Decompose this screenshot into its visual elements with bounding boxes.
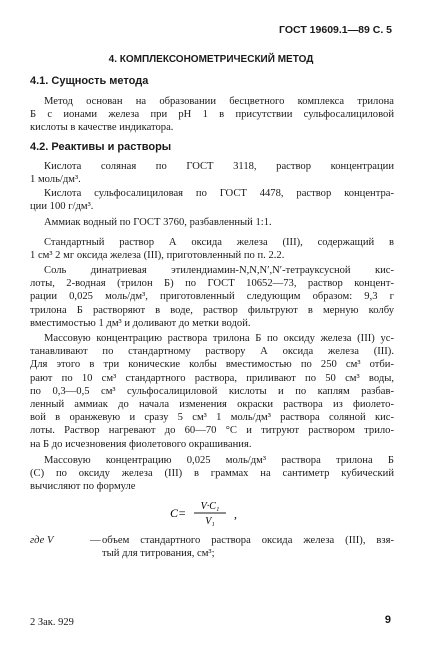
paragraph-mass-concentration-text: Массовую концентрацию 0,025 моль/дм³ раствора трилона Б (С) по оксиду железа (III) в граммах на сантиметр кубический вычисляют по формуле (30, 455, 394, 493)
paragraph-sulfosalicylic: Кислота сульфосалициловая по ГОСТ 4478, раствор концентра- ции 100 г/дм³. (30, 188, 394, 213)
page-number: 9 (384, 614, 391, 626)
section-title: 4. КОМПЛЕКСОНОМЕТРИЧЕСКИЙ МЕТОД (108, 54, 314, 65)
footer-order-number: 2 Зак. 929 (30, 617, 74, 628)
subsection-heading-4-1: 4.1. Сущность метода (30, 75, 149, 87)
paragraph-hcl: Кислота соляная по ГОСТ 3118, раствор концентрации 1 моль/дм³. (30, 161, 394, 186)
formula-denominator: V₁ (205, 516, 215, 527)
formula-numerator: V·C₁ (200, 501, 220, 512)
paragraph-standard-solution-a: Стандартный раствор А оксида железа (III), содержащий в 1 см³ 2 мг оксида железа (III), приготовленный по п. 2.2. (30, 237, 394, 262)
paragraph-trilon-b: Соль динатриевая этилендиамин-N,N,N′,N′-тетрауксусной кис- лоты, 2-водная (трилон Б) по ГОСТ 10652—73, раствор концент- рации 0,025 моль/дм³, приготовленный следующим образом: 9,3 г трилона Б растворяют в воде, раствор фильтруют в мерную колбу вместимостью 1 дм³ и доливают до метки водой. (30, 265, 394, 329)
paragraph-ammonia: Аммиак водный по ГОСТ 3760, разбавленный 1:1. (44, 217, 272, 228)
paragraph-titration-procedure: Массовую концентрацию раствора трилона Б по оксиду железа (III) ус- танавливают по стандартному раствору А оксида железа (III). Для этого в три конические колбы вместимостью по 250 см³ отби- рают по 10 см³ стандартного раствора, приливают по 50 см³ воды, по 0,3—0,5 см³ сульфосалициловой кислоты и по каплям разбав- ленный аммиак до начала изменения окраски раствора из фиолето- вой в оранжевую и сразу 5 см³ 1 моль/дм³ раствора соляной кис- лоты. Раствор нагревают до 60—70 °С и титруют раствором трило- на Б до исчезновения фиолетового окрашивания. (30, 333, 394, 450)
paragraph-method-essence: Метод основан на образовании бесцветного комплекса трилона Б с ионами железа при pH 1 в присутствии сульфосалициловой кислоты в качестве индикатора. (30, 96, 394, 134)
formula-c (170, 498, 280, 528)
subsection-heading-4-2: 4.2. Реактивы и растворы (30, 141, 172, 153)
formula-lhs: C= (170, 506, 187, 520)
formula-comma: , (234, 507, 237, 521)
document-page: ГОСТ 19609.1—89 С. 5 4. КОМПЛЕКСОНОМЕТРИЧЕСКИЙ МЕТОД 4.1. Сущность метода Метод основан на образовании бесцветного комплекса трилона Б с ионами железа при pH 1 в присутствии сульфосалициловой кислоты в качестве индикатора. 4.2. Реактивы и растворы Кислота соляная по ГОСТ 3118, раствор концентрации 1 моль/дм³. Кислота сульфосалициловая по ГОСТ 4478, раствор концентра- ции 100 г/дм³. Аммиак водный по ГОСТ 3760, разбавленный 1:1. Стандартный раствор А оксида железа (III), содержащий в 1 см³ 2 мг оксида железа (III), приготовленный по п. 2.2. Соль динатриевая этилендиамин-N,N,N′,N′-тетрауксусной кис- лоты, 2-водная (трилон Б) по ГОСТ 10652—73, раствор концент- рации 0,025 моль/дм³, приготовленный следующим образом: 9,3 г трилона Б растворяют в воде, раствор фильтруют в мерную колбу вместимостью 1 дм³ и доливают до метки водой. Массовую концентрацию раствора трилона Б по оксиду железа (III) ус- танавливают по стандартному раствору А оксида железа (III). Для этого в три конические колбы вместимостью по 250 см³ отби- рают по 10 см³ стандартного раствора, приливают по 50 см³ воды, по 0,3—0,5 см³ сульфосалициловой кислоты и по каплям разбав- ленный аммиак до начала изменения окраски раствора из фиолето- вой в оранжевую и сразу 5 см³ 1 моль/дм³ раствора соляной кис- лоты. Раствор нагревают до 60—70 °С и титруют раствором трило- на Б до исчезновения фиолетового окрашивания. Массовую концентрацию 0,025 моль/дм³ раствора трилона Б (С) по оксиду железа (III) в граммах на сантиметр кубический вычисляют по формуле C= V·C₁ V₁ , где V — объем стандартного раствора оксида железа (III), взя- тый для титрования, см³; (0, 0, 422, 645)
running-header: ГОСТ 19609.1—89 С. 5 (279, 24, 392, 36)
